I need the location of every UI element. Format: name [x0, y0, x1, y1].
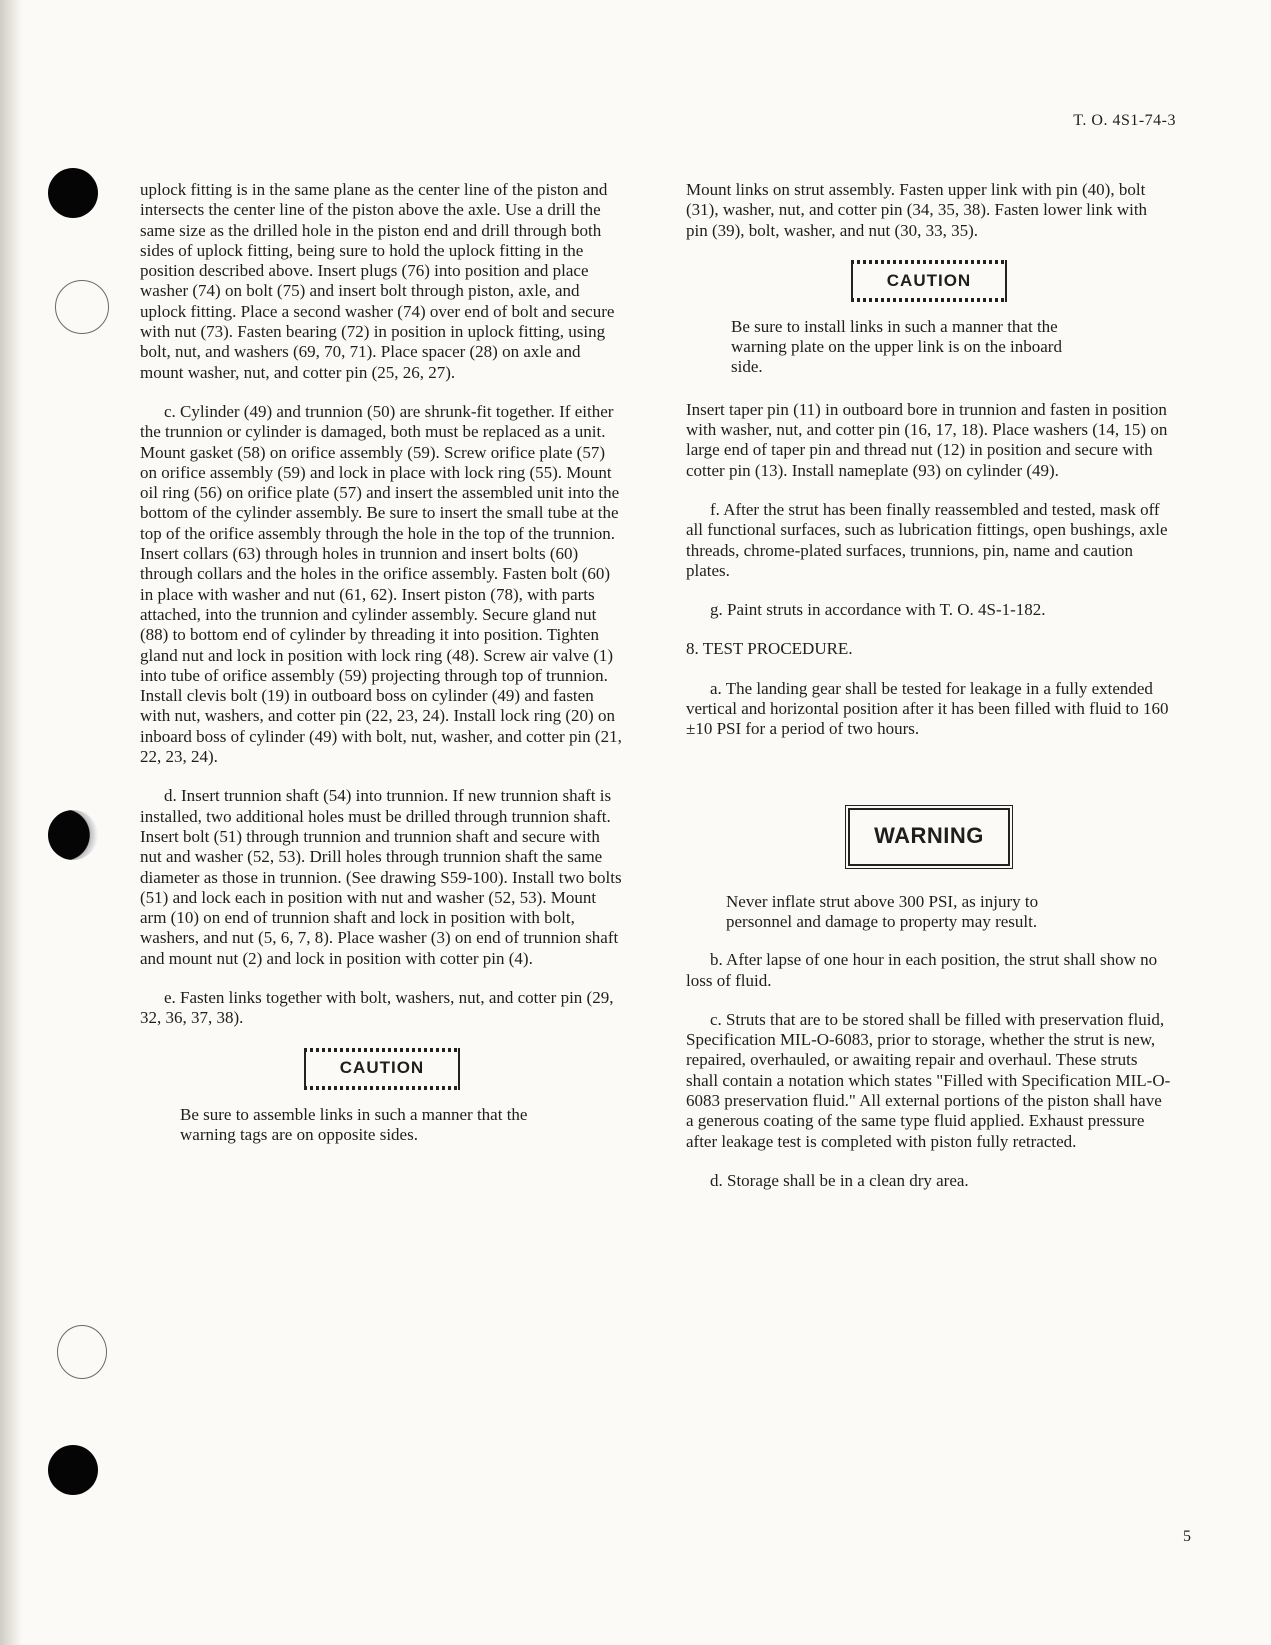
binder-hole	[48, 1445, 98, 1495]
document-number: T. O. 4S1-74-3	[1073, 112, 1176, 129]
binder-hole-ring	[57, 1325, 107, 1379]
paragraph-f: f. After the strut has been finally reassembled and tested, mask off all functional surfaces, such as lubrication fittings, open bushings, axle threads, chrome-plated surfaces, trunnions, pin, name and caution plates.	[686, 499, 1168, 580]
caution-text: Be sure to assemble links in such a manner that the warning tags are on opposite sides.	[180, 1104, 528, 1144]
paragraph-g: g. Paint struts in accordance with T. O. 4S-1-182.	[710, 600, 1046, 620]
binder-hole	[48, 810, 98, 860]
page-number: 5	[1183, 1528, 1191, 1545]
caution-box	[851, 260, 1007, 302]
caution-box	[304, 1048, 460, 1090]
paragraph-taper-pin: Insert taper pin (11) in outboard bore in trunnion and fasten in position with washer, nut, and cotter pin (16, 17, 18). Place washers (14, 15) on large end of taper pin and thread nut (12) in position and secure with cotter pin (13). Install nameplate (93) on cylinder (49).	[686, 399, 1168, 480]
warning-label: WARNING	[874, 823, 984, 849]
page-edge-shadow	[0, 0, 22, 1645]
paragraph-d: d. Insert trunnion shaft (54) into trunnion. If new trunnion shaft is installed, two additional holes must be drilled through trunnion shaft. Insert bolt (51) through trunnion and trunnion shaft and secure with nut and washer (52, 53). Drill holes through trunnion shaft the same diameter as those in trunnion. (See drawing S59-100). Install two bolts (51) and lock each in position with nut and washer (52, 53). Mount arm (10) on end of trunnion shaft and lock in position with bolt, washers, and nut (5, 6, 7, 8). Place washer (3) on end of trunnion shaft and mount nut (2) and lock in position with cotter pin (4).	[140, 786, 622, 968]
paragraph-e: e. Fasten links together with bolt, washers, nut, and cotter pin (29, 32, 36, 37, 38).	[140, 987, 614, 1028]
paragraph-b: b. After lapse of one hour in each position, the strut shall show no loss of fluid.	[686, 950, 1158, 990]
paragraph-c: c. Struts that are to be stored shall be filled with preservation fluid, Specification MIL-O-6083, prior to storage, whether the strut is new, repaired, overhauled, or awaiting repair and overhaul. These struts shall contain a notation which states "Filled with Specification MIL-O-6083 preservation fluid." All external portions of the piston shall have a generous coating of the same type fluid applied. Exhaust pressure after leakage test is completed with piston fully retracted.	[686, 1009, 1171, 1151]
caution-text: Be sure to install links in such a manner that the warning plate on the upper link is on the inboard side.	[731, 316, 1062, 377]
left-column	[140, 180, 624, 1167]
paragraph-d: d. Storage shall be in a clean dry area.	[710, 1170, 969, 1190]
paragraph-e-continued: Mount links on strut assembly. Fasten upper link with pin (40), bolt (31), washer, nut, and cotter pin (34, 35, 38). Fasten lower link with pin (39), bolt, washer, and nut (30, 33, 35).	[686, 180, 1148, 240]
warning-text: Never inflate strut above 300 PSI, as injury to personnel and damage to property may result.	[726, 891, 1039, 931]
paragraph-a: a. The landing gear shall be tested for leakage in a fully extended vertical and horizontal position after it has been filled with fluid to 160 ±10 PSI for a period of two hours.	[686, 678, 1169, 739]
warning-box	[848, 808, 1010, 866]
binder-hole-ring	[55, 280, 109, 334]
right-column	[686, 180, 1172, 1210]
section-heading: 8. TEST PROCEDURE.	[686, 639, 853, 659]
paragraph-continued: uplock fitting is in the same plane as the center line of the piston and intersects the center line of the piston above the axle. Use a drill the same size as the drilled hole in the piston end and drill through both sides of uplock fitting, being sure to hold the uplock fitting in the position described above. Insert plugs (76) into position and place washer (74) on bolt (75) and insert bolt through piston, axle, and uplock fitting. Place a second washer (74) over end of bolt and secure with nut (73). Fasten bearing (72) in position in uplock fitting, using bolt, nut, and washers (69, 70, 71). Place spacer (28) on axle and mount washer, nut, and cotter pin (25, 26, 27).	[140, 180, 615, 382]
binder-hole	[48, 168, 98, 218]
caution-label: CAUTION	[339, 1058, 425, 1078]
caution-label: CAUTION	[886, 270, 972, 290]
paragraph-c: c. Cylinder (49) and trunnion (50) are shrunk-fit together. If either the trunnion or cylinder is damaged, both must be replaced as a unit. Mount gasket (58) on orifice assembly (59). Screw orifice plate (57) on orifice assembly (59) and lock in place with lock ring (55). Mount oil ring (56) on orifice plate (57) and insert the assembled unit into the bottom of the cylinder assembly. Be sure to insert the small tube at the top of the orifice assembly through the hole in the top of the trunnion. Insert collars (63) through holes in trunnion and insert bolts (60) through collars and the holes in the orifice assembly. Fasten bolt (60) in place with washer and nut (61, 62). Insert piston (78), with parts attached, into the trunnion and cylinder assembly. Secure gland nut (88) to bottom end of cylinder by threading it into position. Tighten gland nut and lock in position with lock ring (48). Screw air valve (1) into tube of orifice assembly (59) projecting through top of trunnion. Install clevis bolt (19) in outboard boss on cylinder (49) and fasten with nut, washers, and cotter pin (22, 23, 24). Install lock ring (20) on inboard boss of cylinder (49) with bolt, nut, washer, and cotter pin (21, 22, 23, 24).	[140, 401, 622, 767]
